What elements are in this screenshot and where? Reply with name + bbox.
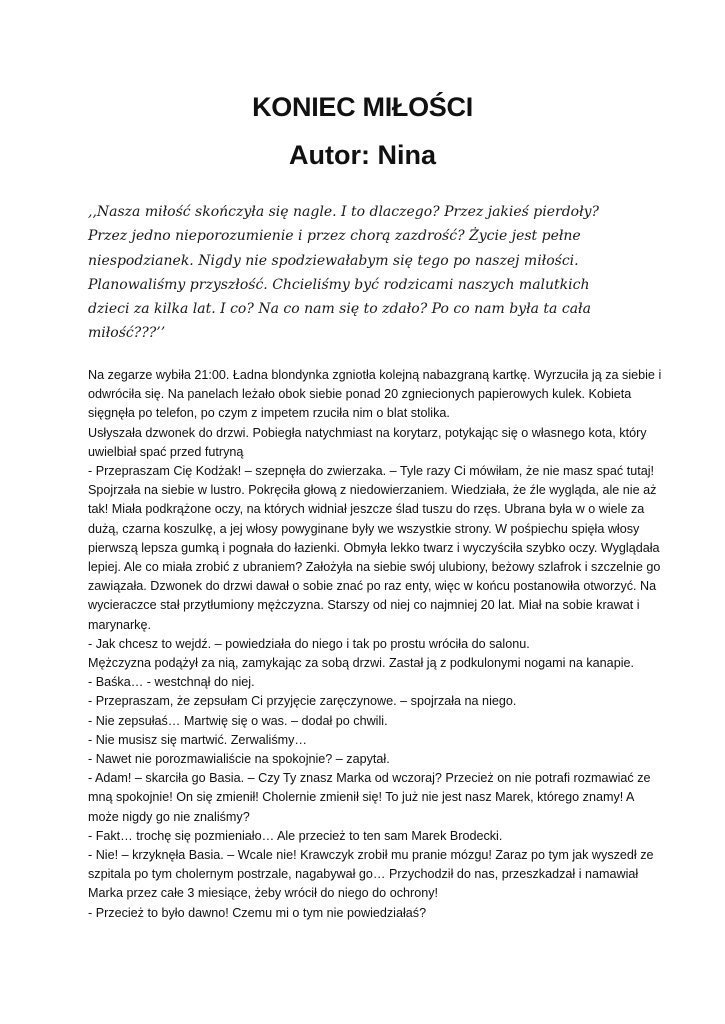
body-line: - Adam! – skarciła go Basia. – Czy Ty znasz Marka od wczoraj? Przecież on nie potrafi rozmawiać ze bbox=[88, 771, 651, 786]
body-line: - Przecież to było dawno! Czemu mi o tym nie powiedziałaś? bbox=[88, 905, 427, 920]
body-line: - Nawet nie porozmawialiście na spokojnie? – zapytał. bbox=[88, 752, 390, 767]
document-title: KONIEC MIŁOŚCI bbox=[252, 92, 473, 122]
body-line: dużą, czarna koszulkę, a jej włosy powyginane były we wszystkie strony. W pośpiechu spięła włosy bbox=[88, 521, 640, 536]
body-line: Marka przez całe 3 miesiące, żeby wrócił do niego do ochrony! bbox=[88, 886, 438, 901]
body-line: Mężczyzna podążył za nią, zamykając za sobą drzwi. Zastał ją z podkulonymi nogami na kanapie. bbox=[88, 656, 634, 671]
body-line: mną spokojnie! On się zmienił! Cholernie zmienił się! To już nie jest nasz Marek, którego znamy! A bbox=[88, 790, 635, 805]
body-line: - Jak chcesz to wejdź. – powiedziała do niego i tak po prostu wróciła do salonu. bbox=[88, 636, 530, 651]
body-line: - Baśka… - westchnął do niej. bbox=[88, 675, 255, 690]
body-line: uwielbiał spać przed futryną bbox=[88, 444, 244, 459]
epigraph-line: miłość???’’ bbox=[88, 325, 166, 342]
epigraph-line: ,,Nasza miłość skończyła się nagle. I to dlaczego? Przez jakieś pierdoły? bbox=[88, 204, 600, 220]
body-line: - Przepraszam, że zepsułam Ci przyjęcie zaręczynowe. – spojrzała na niego. bbox=[88, 694, 517, 709]
body-line: - Nie! – krzyknęła Basia. – Wcale nie! Krawczyk zrobił mu pranie mózgu! Zaraz po tym jak wyszedł ze bbox=[88, 848, 654, 863]
body-line: - Fakt… trochę się pozmieniało… Ale przecież to ten sam Marek Brodecki. bbox=[88, 828, 503, 843]
story-body bbox=[88, 366, 662, 923]
body-line: marynarkę. bbox=[88, 617, 151, 632]
body-line: sięgnęła po telefon, po czym z impetem rzuciła nim o blat stolika. bbox=[88, 406, 450, 421]
body-line: pierwszą lepsza gumką i pognała do łazienki. Obmyła lekko twarz i wyczyściła szybko oczy. Wyglądała bbox=[88, 540, 660, 555]
body-line: zawiązała. Dzwonek do drzwi dawał o sobie znać po raz enty, więc w końcu postanowiła otworzyć. Na bbox=[88, 579, 657, 594]
body-line: Usłyszała dzwonek do drzwi. Pobiegła natychmiast na korytarz, potykając się o własnego kota, który bbox=[88, 425, 647, 440]
body-line: - Nie zepsułaś… Martwię się o was. – dodał po chwili. bbox=[88, 713, 388, 728]
body-line: Na zegarze wybiła 21:00. Ładna blondynka zgniotła kolejną nabazgraną kartkę. Wyrzuciła ją za siebie i bbox=[88, 368, 662, 382]
epigraph-line: Przez jedno nieporozumienie i przez chorą zazdrość? Życie jest pełne bbox=[88, 228, 581, 245]
body-line: lepiej. Ale co miała zrobić z ubraniem? Założyła na siebie swój ulubiony, beżowy szlafrok i szczelnie go bbox=[88, 560, 661, 575]
body-line: odwróciła się. Na panelach leżało obok siebie ponad 20 zgniecionych papierowych kulek. Kobieta bbox=[88, 387, 632, 402]
epigraph-line: niespodzianek. Nigdy nie spodziewałabym się tego po naszej miłości. bbox=[88, 252, 579, 269]
body-line: - Przepraszam Cię Kodżak! – szepnęła do zwierzaka. – Tyle razy Ci mówiłam, że nie masz spać tutaj! bbox=[88, 464, 655, 479]
body-line: może nigdy go nie znaliśmy? bbox=[88, 809, 250, 824]
epigraph-line: dzieci za kilka lat. I co? Na co nam się to zdało? Po co nam była ta cała bbox=[88, 301, 591, 318]
epigraph bbox=[88, 200, 640, 346]
body-line: tak! Miała podkrążone oczy, na których widniał jeszcze ślad tuszu do rzęs. Ubrana była w o wiele za bbox=[88, 502, 645, 517]
body-line: Spojrzała na siebie w lustro. Pokręciła głową z niedowierzaniem. Wiedziała, że źle wygląda, ale nie aż bbox=[88, 483, 657, 498]
body-line: - Nie musisz się martwić. Zerwaliśmy… bbox=[88, 732, 308, 747]
body-line: szpitala po tym cholernym postrzale, nagabywał go… Przychodził do nas, przeszkadzał i namawiał bbox=[88, 867, 639, 882]
document-author: Autor: Nina bbox=[289, 140, 436, 170]
body-line: wycieraczce stał przytłumiony mężczyzna. Starszy od niej co najmniej 20 lat. Miał na sobie krawat i bbox=[88, 598, 640, 613]
epigraph-line: Planowaliśmy przyszłość. Chcieliśmy być rodzicami naszych malutkich bbox=[88, 276, 590, 293]
